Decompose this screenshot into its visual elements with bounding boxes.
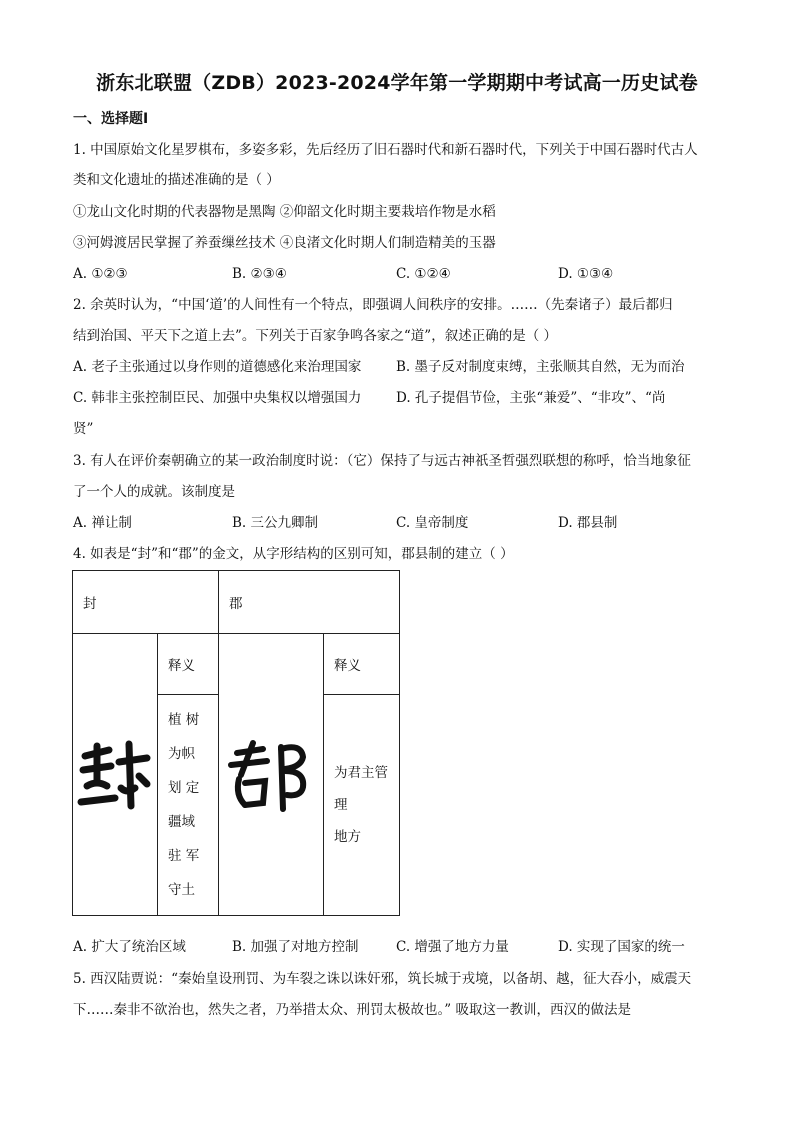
q4-option-b: B. 加强了对地方控制 (232, 939, 359, 955)
feng-bronze-glyph (77, 736, 153, 814)
q4-option-d: D. 实现了国家的统一 (558, 939, 685, 955)
jun-glyph-text: 郡 (223, 734, 224, 736)
q1-statement-line-2: ③河姆渡居民掌握了养蚕缫丝技术 ④良渚文化时期人们制造精美的玉器 (73, 235, 496, 251)
jun-meaning-label: 释义 (324, 634, 400, 695)
jun-meaning-text (324, 695, 400, 916)
q1-option-a: A. ①②③ (73, 266, 128, 282)
jun-meaning-line: 地方 (334, 829, 361, 845)
feng-meaning-line: 植 树 (168, 712, 200, 728)
q2-option-c: C. 韩非主张控制臣民、加强中央集权以增强国力 (73, 390, 362, 406)
feng-meaning-text (158, 695, 219, 916)
jun-meaning-line: 为君主管理 (334, 765, 388, 813)
table-header-jun: 郡 (219, 571, 400, 634)
feng-glyph-cell (73, 634, 158, 916)
q3-stem-line-2: 了一个人的成就。该制度是 (73, 484, 235, 500)
q2-stem-line-2: 结到治国、平天下之道上去”。下列关于百家争鸣各家之“道”，叙述正确的是（ ） (73, 328, 557, 344)
feng-glyph-text: 封 (77, 735, 78, 737)
feng-meaning-line: 疆域 (168, 814, 195, 830)
q2-stem-line-1: 2. 余英时认为，“中国‘道’的人间性有一个特点，即强调人间秩序的安排。……（先秦诸子）最后都归 (73, 297, 673, 313)
q1-option-b: B. ②③④ (232, 266, 287, 282)
feng-meaning-line: 为帜 (168, 746, 195, 762)
q2-option-d: D. 孔子提倡节俭，主张“兼爱”、“非攻”、“尚 (396, 390, 666, 406)
feng-meaning-line: 守土 (168, 882, 195, 898)
q3-option-d: D. 郡县制 (558, 515, 618, 531)
q1-stem-line-1: 1. 中国原始文化星罗棋布，多姿多彩，先后经历了旧石器时代和新石器时代，下列关于中国石器时代古人 (73, 142, 698, 158)
q1-stem-line-2: 类和文化遗址的描述准确的是（ ） (73, 172, 280, 188)
q4-option-a: A. 扩大了统治区域 (73, 939, 186, 955)
q5-stem-line-2: 下……秦非不欲治也，然失之者，乃举措太众、刑罚太极故也。” 吸取这一教训，西汉的做法是 (73, 1002, 631, 1018)
q2-option-b: B. 墨子反对制度束缚，主张顺其自然，无为而治 (396, 359, 685, 375)
feng-meaning-label: 释义 (158, 634, 219, 695)
table-header-feng: 封 (73, 571, 219, 634)
q2-option-d-continued: 贤” (73, 421, 94, 437)
q1-statement-line-1: ①龙山文化时期的代表器物是黑陶 ②仰韶文化时期主要栽培作物是水稻 (73, 204, 496, 220)
q4-option-c: C. 增强了地方力量 (396, 939, 509, 955)
q3-option-b: B. 三公九卿制 (232, 515, 319, 531)
q3-option-a: A. 禅让制 (73, 515, 132, 531)
feng-meaning-line: 驻 军 (168, 848, 200, 864)
q4-stem: 4. 如表是“封”和“郡”的金文，从字形结构的区别可知，郡县制的建立（ ） (73, 546, 514, 562)
jun-glyph-cell (219, 634, 324, 916)
feng-meaning-line: 划 定 (168, 780, 200, 796)
q3-stem-line-1: 3. 有人在评价秦朝确立的某一政治制度时说：（它）保持了与远古神祇圣哲强烈联想的称呼，恰当地象征 (73, 453, 691, 469)
jun-bronze-glyph (223, 735, 319, 815)
q5-stem-line-1: 5. 西汉陆贾说：“秦始皇设刑罚、为车裂之诛以诛奸邪，筑长城于戎境，以备胡、越，征大吞小，威震天 (73, 971, 692, 987)
q3-option-c: C. 皇帝制度 (396, 515, 469, 531)
exam-title: 浙东北联盟（ZDB）2023-2024学年第一学期期中考试高一历史试卷 (96, 72, 698, 94)
q1-option-d: D. ①③④ (558, 266, 614, 282)
section-heading: 一、选择题Ⅰ (73, 111, 149, 127)
bronze-script-table (72, 570, 400, 916)
q2-option-a: A. 老子主张通过以身作则的道德感化来治理国家 (73, 359, 362, 375)
q1-option-c: C. ①②④ (396, 266, 451, 282)
